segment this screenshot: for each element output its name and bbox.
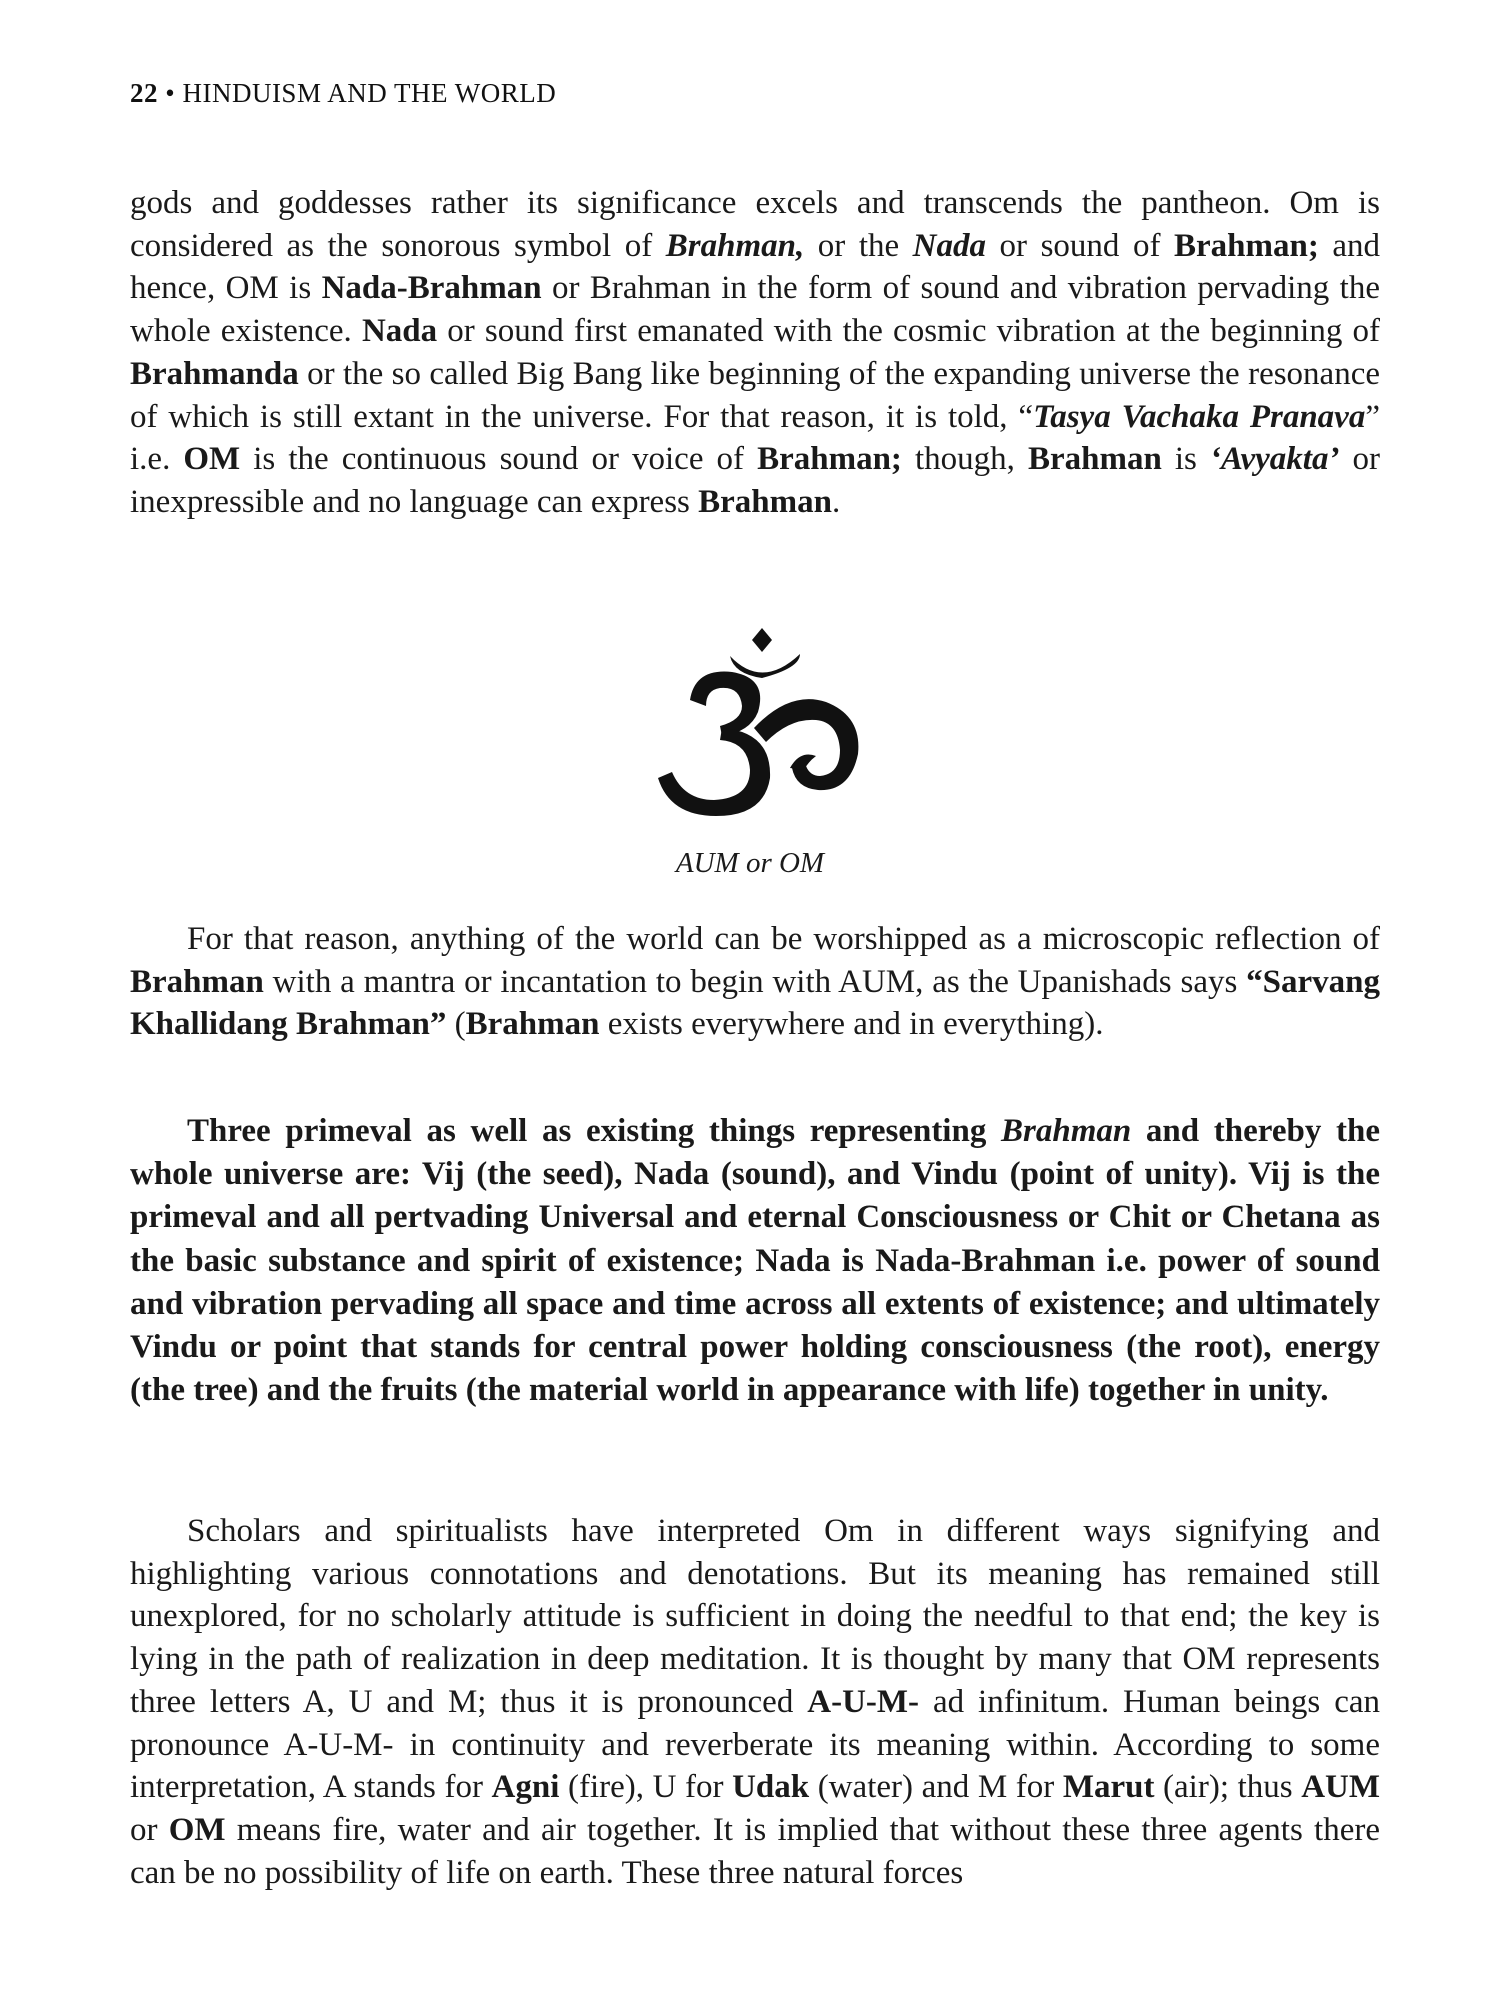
paragraph-4: Scholars and spiritualists have interpreted Om in different ways signifying and highlighting various connotations and denotations. But its meaning has remained still unexplored, for no scholarly attitude is sufficient in doing the needful to that end; the key is lying in the path of realization in deep meditation. It is thought by many that OM represents three letters A, U and M; thus it is pronounced A-U-M- ad infinitum. Human beings can pronounce A-U-M- in continuity and reverberate its meaning within. According to some interpretation, A stands for Agni (fire), U for Udak (water) and M for Marut (air); thus AUM or OM means fire, water and air together. It is implied that without these three agents there can be no possibility of life on earth. These three natural forces <box>130 1513 1380 1891</box>
running-header <box>130 78 556 109</box>
paragraph-2: For that reason, anything of the world can be worshipped as a microscopic reflection of Brahman with a mantra or incantation to begin with AUM, as the Upanishads says “Sarvang Khallidang Brahman” (Brahman exists everywhere and in everything). <box>130 921 1380 1043</box>
om-glyph-text <box>650 620 651 621</box>
page-number: 22 <box>130 78 158 108</box>
paragraph-1: gods and goddesses rather its significance excels and transcends the pantheon. Om is considered as the sonorous symbol of Brahman, or the Nada or sound of Brahman; and hence, OM is Nada-Brahman or Brahman in the form of sound and vibration pervading the whole existence. Nada or sound first emanated with the cosmic vibration at the beginning of Brahmanda or the so called Big Bang like beginning of the expanding universe the resonance of which is still extant in the universe. For that reason, it is told, “Tasya Vachaka Pranava” i.e. OM is the continuous sound or voice of Brahman; though, Brahman is ‘Avyakta’ or inexpressible and no language can express Brahman. <box>130 185 1380 520</box>
paragraph-3-bold: Three primeval as well as existing things representing Brahman and thereby the whole universe are: Vij (the seed), Nada (sound), and Vindu (point of unity). Vij is the primeval and all pertvading Universal and eternal Consciousness or Chit or Chetana as the basic substance and spirit of existence; Nada is Nada-Brahman i.e. power of sound and vibration pervading all space and time across all extents of existence; and ultimately Vindu or point that stands for central power holding consciousness (the root), energy (the tree) and the fruits (the material world in appearance with life) together in unity. <box>130 1113 1380 1409</box>
figure-caption: AUM or OM <box>675 847 825 879</box>
om-icon <box>650 620 870 820</box>
running-title: HINDUISM AND THE WORLD <box>182 78 557 108</box>
om-symbol-figure <box>650 620 870 820</box>
header-separator: • <box>165 78 176 108</box>
